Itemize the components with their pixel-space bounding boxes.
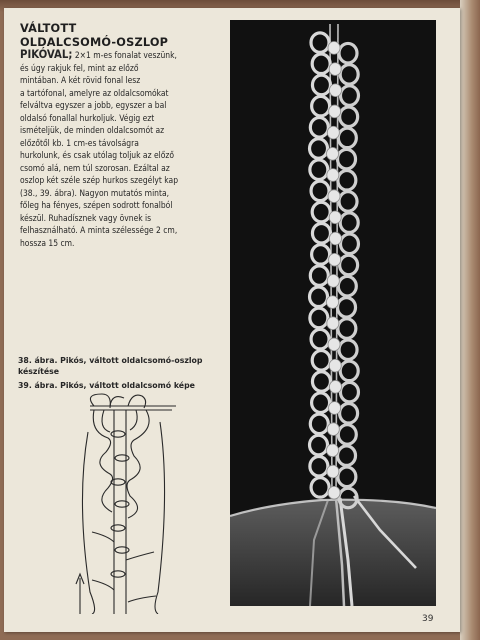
center-knot [329,105,341,118]
figure-38-caption: 38. ábra. Pikós, váltott oldalcsomó-oszlop készítése [18,356,203,376]
body-line: ismételjük, de minden oldalcsomót az [20,125,165,135]
body-line: oszlop két széle szép hurkos szegélyt kap [20,175,179,185]
figure-39-caption: 39. ábra. Pikós, váltott oldalcsomó képe [18,381,195,390]
center-knot [329,402,341,415]
center-knot [329,63,341,76]
center-knot [327,147,339,160]
center-knot [328,42,340,55]
center-knot [327,444,339,457]
heading-lead: PIKÓVAL; [20,48,73,61]
center-knot [328,190,340,203]
center-knot [329,232,341,245]
body-line-1: PIKÓVAL; 2×1 m-es fonalat veszünk, [20,48,177,61]
table-surface [230,500,436,606]
center-knot [327,126,339,139]
knotting-diagram-svg [68,392,218,614]
macrame-column-photo [230,20,436,606]
body-line: és úgy rakjuk fel, mint az előző [20,62,139,73]
section-heading [20,22,228,50]
next-page-bleed [6,618,426,634]
body-line: felhasználható. A minta szélessége 2 cm, [20,225,178,235]
center-knot [327,423,339,436]
center-knot [328,338,340,351]
center-knot [329,253,341,266]
body-line: mintában. A két rövid fonal lesz [20,75,141,85]
body-line: készül. Ruhadísznek vagy övnek is [20,212,152,223]
body-line: (38., 39. ábra). Nagyon mutatós minta, [20,187,170,198]
center-knot [328,486,340,499]
center-knot [329,84,341,97]
center-knot [329,380,341,393]
center-knot [329,359,341,372]
center-knot [327,296,339,309]
body-line: hurkolunk, és csak utólag toljuk az előző [20,150,175,160]
center-knot [327,169,339,182]
body-line: oldalsó fonallal hurkoljuk. Végig ezt [20,112,155,123]
body-line: előzőtől kb. 1 cm-es távolságra [20,137,139,148]
center-knot [327,465,339,478]
body-line: hossza 15 cm. [20,237,75,248]
macrame-photo [230,20,436,606]
heading-line-1: VÁLTOTT [20,22,77,35]
body-line: a tartófonal, amelyre az oldalcsomókat [20,87,169,98]
body-line: főleg ha fényes, szépen sodrott fonalból [20,200,173,210]
center-knot [327,317,339,330]
heading-line-2: OLDALCSOMÓ-OSZLOP [20,36,169,49]
body-paragraph [20,49,232,249]
center-knot [327,275,339,288]
page-edge [460,0,480,640]
body-line: csomó alá, nem túl szorosan. Ezáltal az [20,162,170,173]
page-number: 39 [422,614,434,624]
center-knot [329,211,341,224]
knotting-diagram [68,392,218,614]
body-line: felváltva egyszer a jobb, egyszer a bal [20,100,167,110]
